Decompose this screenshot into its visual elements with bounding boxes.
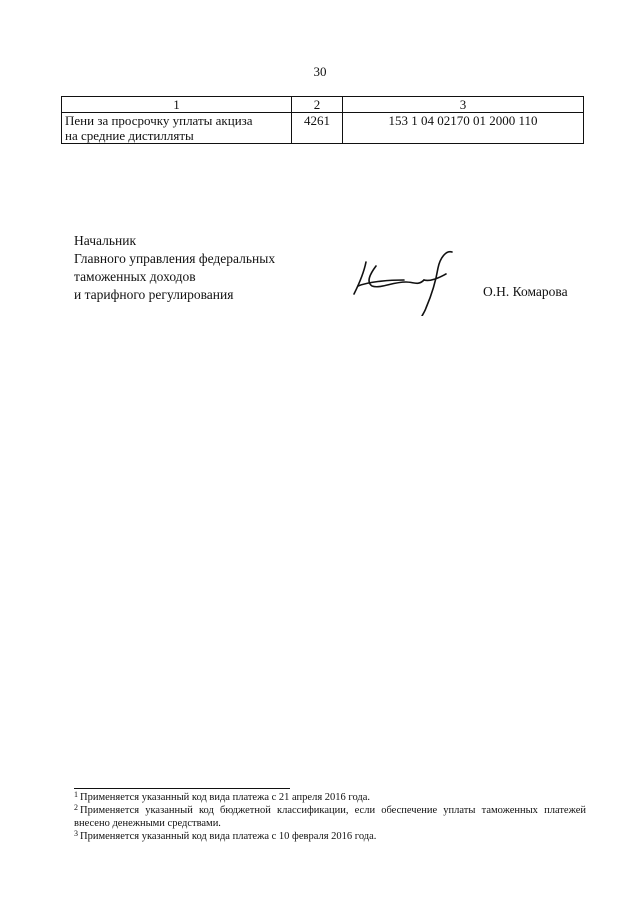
signatory-title-line-4: и тарифного регулирования — [74, 287, 234, 302]
footnote-2 — [74, 804, 586, 830]
signer-name: О.Н. Комарова — [483, 284, 568, 299]
footnote-text-1: Применяется указанный код вида платежа с 21 апреля 2016 года. — [80, 792, 371, 803]
signatory-title-line-2: Главного управления федеральных — [74, 251, 276, 266]
payment-name-cell — [62, 113, 292, 144]
footnote-divider — [74, 788, 290, 789]
table-row — [62, 113, 584, 144]
signatory-title-line-1: Начальник — [74, 233, 137, 248]
column-header-2: 2 — [292, 97, 343, 113]
footnote-text-3: Применяется указанный код вида платежа с 10 февраля 2016 года. — [80, 831, 377, 842]
payment-name-line-1: Пени за просрочку уплаты акциза — [65, 113, 253, 128]
budget-codes-table — [61, 96, 584, 144]
footnote-mark-3: 3 — [74, 829, 78, 838]
table-header-row — [62, 97, 584, 113]
payment-name-line-2: на средние дистилляты — [65, 128, 194, 143]
footnote-1 — [74, 791, 586, 804]
handwritten-signature — [346, 246, 466, 316]
signatory-title-line-3: таможенных доходов — [74, 269, 196, 284]
footnote-mark-1: 1 — [74, 790, 78, 799]
footnote-mark-2: 2 — [74, 803, 78, 812]
payment-code-cell: 4261 — [292, 113, 343, 144]
footnote-text-2: Применяется указанный код бюджетной классификации, если обеспечение уплаты таможенных платежей внесено денежными средствами. — [74, 805, 586, 829]
footnote-3 — [74, 830, 586, 843]
column-header-1: 1 — [62, 97, 292, 113]
page-number: 30 — [313, 64, 327, 79]
footnotes — [74, 791, 586, 843]
budget-code-cell: 153 1 04 02170 01 2000 110 — [343, 113, 584, 144]
signatory-title — [74, 232, 275, 304]
column-header-3: 3 — [343, 97, 584, 113]
